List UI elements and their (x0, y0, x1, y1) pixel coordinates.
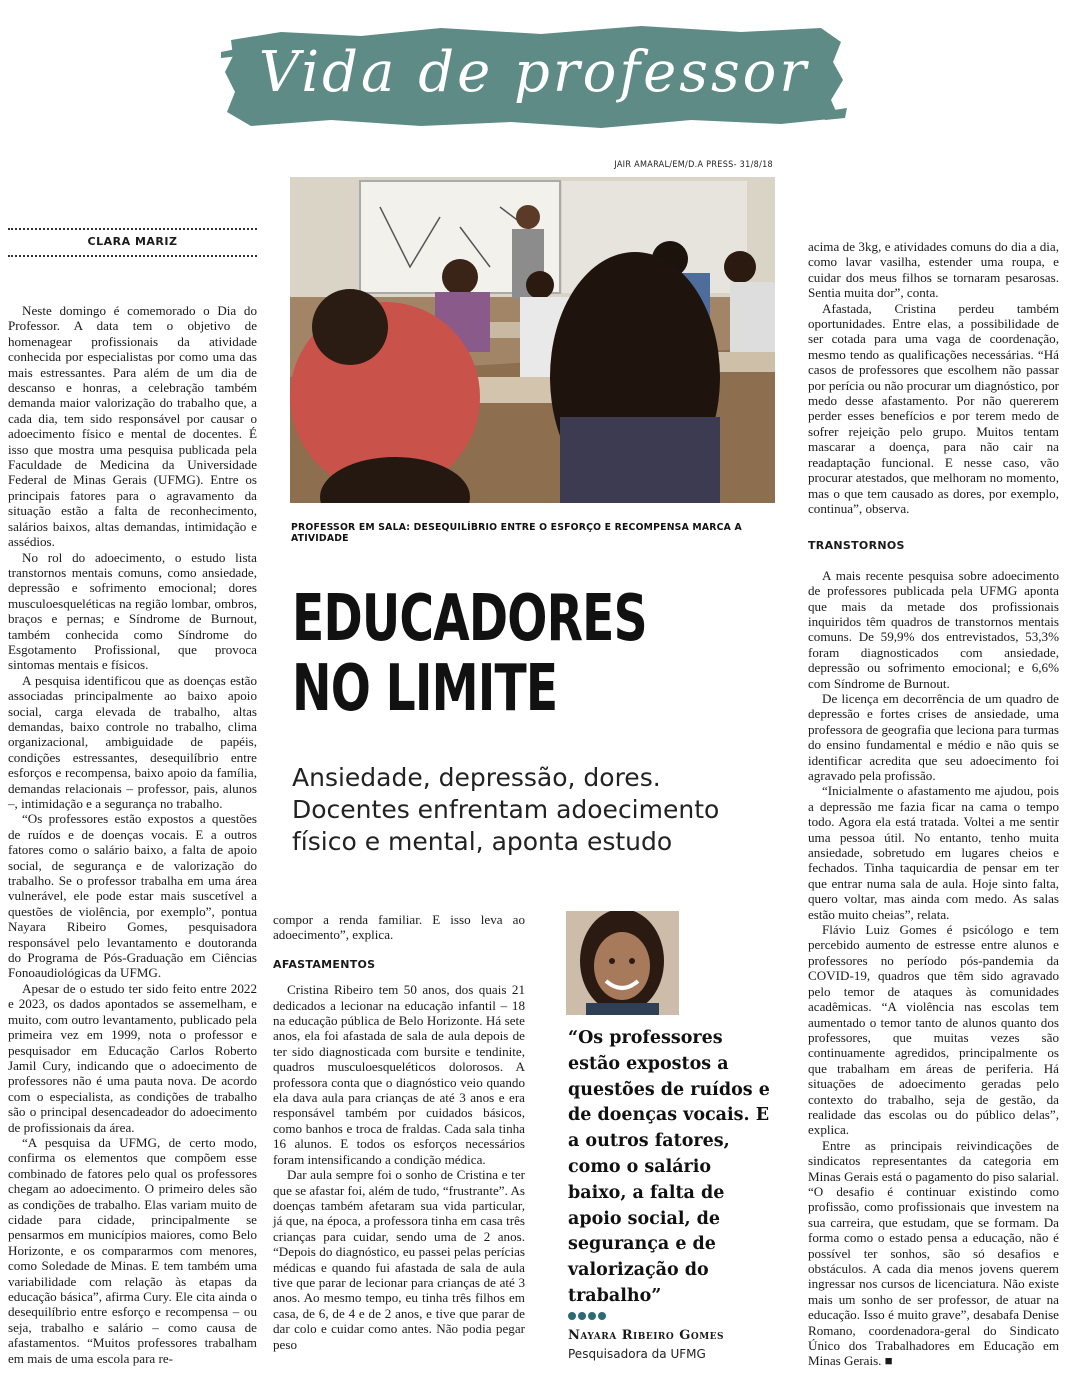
quote-dots (568, 1312, 606, 1320)
dot-icon (598, 1312, 606, 1320)
paragraph: Entre as principais reivindicações de sindicatos representantes da categoria em Minas Gerais está o pagamento do piso salarial. “O desafio é continuar existindo como profissão, como profissionais que investem na sua carreira, que estudam, que se formam. Da forma como o estado pensa a educação, não é possível ter sonhos, são só desafios e obstáculos. A cada dia menos jovens querem ingressar nos cursos de licenciatura. Não existe mais um sonho de ser professor, de atuar na educação. Isso é muito grave”, desabafa Denise Romano, coordenadora-geral do Sindicato Único dos Trabalhadores em Educação em Minas Gerais. ■ (808, 1137, 1059, 1369)
paragraph: Cristina Ribeiro tem 50 anos, dos quais 21 dedicados a lecionar na educação infantil – 18 na educação pública de Belo Horizonte. Há sete anos, ela foi afastada de sala de aula depois de ter sido diagnosticada com bursite e tendinite, quadros musculoesqueléticos dolorosos. A professora conta que o diagnóstico veio quando ela dava aula para crianças de até 3 anos e era responsável também por cuidados básicos, como banhos e troca de fraldas. Cada sala tinha 16 alunos. E todos os esforços necessários foram intensificando a condição médica. (273, 982, 525, 1167)
paragraph: Afastada, Cristina perdeu também oportunidades. Entre elas, a possibilidade de ser cotada para uma vaga de coordenação, mesmo tendo as qualificações necessárias. “Há casos de professores que escolhem não passar por perícia ou não procurar um diagnóstico, por medo desse afastamento. Por não quererem perder esses benefícios e por terem medo de sofrer rejeição pelo grupo. Muitos tentam mascarar a doença, para não cair na readaptação funcional. E nesse caso, vão procurar atestados, que melhoram no momento, mas o que tem causado as dores, por exemplo, continua”, observa. (808, 300, 1059, 516)
section-heading-transtornos: TRANSTORNOS (808, 539, 905, 553)
article-column-right (808, 239, 1059, 1369)
banner-title: Vida de professor (258, 40, 810, 105)
paragraph: “A pesquisa da UFMG, de certo modo, confirma os elementos que compõem esse combinado de fatores pelo qual os professores chegam ao adoecimento. O primeiro deles são as condições de trabalho. Elas variam muito de cidade para cidade, principalmente se pensarmos em municípios maiores, como Belo Horizonte, e os compararmos com menores, como Soledade de Minas. E tem também uma variabilidade com relação às etapas da educação básica”, afirma Cury. Ele cita ainda o desequilíbrio entre esforço e recompensa – ou seja, trabalho e salário – como causa de afastamentos. “Muitos professores trabalham em mais de uma escola para re- (8, 1134, 257, 1366)
paragraph: “Inicialmente o afastamento me ajudou, pois a depressão me fazia ficar na cama o tempo todo. Agora ela está tratada. Voltei a me sentir uma pessoa útil. No entanto, tenho muita ansiedade, sobretudo em lugares cheios e fechados. Tinha taquicardia de pensar em ter que entrar numa sala de aula. Hoje sinto falta, quero voltar, mas ainda com medo. As salas estão muito cheias”, relata. (808, 783, 1059, 922)
paragraph: A pesquisa identificou que as doenças estão associadas principalmente ao baixo apoio social, carga elevada de trabalho, altas demandas, baixo controle no trabalho, clima organizacional, ambiguidade de papéis, condições estressantes, desequilíbrio entre esforços e recompensa, baixo apoio da família, demandas relacionais – professor, pais, alunos –, intimidação e a segurança no trabalho. (8, 672, 257, 811)
paragraph-continuation: compor a renda familiar. E isso leva ao adoecimento”, explica. (273, 912, 525, 943)
paragraph: Apesar de o estudo ter sido feito entre 2022 e 2023, os dados apontados se assemelham, e muito, com outro levantamento, publicado pela primeira vez em 1999, nota o professor e pesquisador em Educação Carlos Roberto Jamil Cury, indicando que o adoecimento de professores não é uma pauta nova. De acordo com o especialista, as condições de trabalho são o principal desencadeador do adoecimento de profissionais da área. (8, 980, 257, 1135)
article-column-left (8, 303, 257, 1366)
classroom-photo (290, 177, 775, 503)
byline-rule-top (8, 228, 257, 230)
section-banner (221, 22, 847, 132)
photo-caption: PROFESSOR EM SALA: DESEQUILÍBRIO ENTRE O ESFORÇO E RECOMPENSA MARCA A ATIVIDADE (291, 522, 742, 544)
paragraph: A mais recente pesquisa sobre adoecimento de professores publicada pela UFMG aponta que mais da metade dos profissionais inquiridos têm quadros de transtornos mentais comuns. De 59,9% dos entrevistados, 53,3% foram diagnosticados com ansiedade, depressão ou sofrimento emocional; e 6,6% com Síndrome de Burnout. (808, 567, 1059, 691)
paragraph: Dar aula sempre foi o sonho de Cristina e ter que se afastar foi, além de tudo, “frustrante”. As doenças também afetaram sua vida particular, já que, na época, a professora tinha em casa três crianças para cuidar, sendo uma de 2 anos. “Depois do diagnóstico, eu passei pelas perícias médicas e quando fui afastada de sala de aula tive que parar de lecionar para crianças de até 3 anos. Ao mesmo tempo, eu tinha três filhos em casa, de 6, de 4 e de 2 anos, e tive que parar de dar colo e cuidar como antes. Não podia pegar peso (273, 1167, 525, 1352)
dot-icon (578, 1312, 586, 1320)
pull-quote: “Os professores estão expostos a questões de ruídos e de doenças vocais. E a outros fatores, como o salário baixo, a falta de apoio social, de segurança e de valorização do trabalho” (568, 1028, 770, 1306)
paragraph-continuation: acima de 3kg, e atividades comuns do dia a dia, como lavar vasilha, estender uma roupa, e cuidar dos meus filhos se tornaram pesarosas. Sentia muita dor”, conta. (808, 239, 1059, 301)
headline-line-2: NO LIMITE (292, 652, 558, 726)
byline-rule-bottom (8, 255, 257, 257)
paragraph: Neste domingo é comemorado o Dia do Professor. A data tem o objetivo de homenagear profissionais da atividade conhecida por especialistas por como uma das mais estressantes. Para além de um dia de descanso e honras, a celebração também demanda maior valorização do trabalho que, a cada dia, tem sido responsável por causar o adoecimento físico e mental de docentes. É isso que mostra uma pesquisa publicada pela Faculdade de Medicina da Universidade Federal de Minas Gerais (UFMG). Entre os principais fatores para o agravamento da situação estão a falta de reconhecimento, salários baixos, altas demandas, intimidação e assédios. (8, 303, 257, 550)
quote-author-role: Pesquisadora da UFMG (568, 1347, 706, 1361)
portrait-photo (566, 911, 679, 1015)
article-column-middle (273, 912, 525, 1352)
quote-author-name: Nayara Ribeiro Gomes (568, 1328, 725, 1343)
portrait-illustration (566, 911, 679, 1015)
headline-line-1: EDUCADORES (292, 582, 647, 656)
paragraph: No rol do adoecimento, o estudo lista transtornos mentais comuns, como ansiedade, depressão e sofrimento emocional; dores musculoesqueléticas na região lombar, ombros, braços e pernas; e Síndrome de Burnout, também conhecida como Síndrome do Esgotamento Profissional, que provoca sintomas mentais e físicos. (8, 549, 257, 673)
subheadline: Ansiedade, depressão, dores. Docentes enfrentam adoecimento físico e mental, aponta estudo (292, 763, 720, 856)
paragraph: Flávio Luiz Gomes é psicólogo e tem percebido aumento de estresse entre alunos e professores no período pós-pandemia da COVID-19, quadros que têm sido agravado pelo temor de ataques às comunidades acadêmicas. “A violência nas escolas tem aumentado o temor tanto de alunos quanto dos professores, que muitas vezes são continuamente agredidos, principalmente os que trabalham em áreas de periferia. Há situações de adoecimento geradas pelo contexto do trabalho, seja de gestão, da realidade das escolas ou do público delas”, explica. (808, 922, 1059, 1138)
byline: CLARA MARIZ (87, 235, 178, 248)
headline (292, 584, 686, 724)
paragraph: “Os professores estão expostos a questões de ruídos e de doenças vocais. E a outros fatores como o salário baixo, a falta de apoio social, de segurança e de valorização do trabalho. Se o professor trabalha em uma área vulnerável, ele pode estar mais suscetível a questões de violência, por exemplo”, pontua Nayara Ribeiro Gomes, pesquisadora responsável pelo levantamento e doutoranda do Programa de Pós-Graduação em Ciências Fonoaudiológicas da UFMG. (8, 811, 257, 981)
dot-icon (568, 1312, 576, 1320)
dot-icon (588, 1312, 596, 1320)
section-heading-afastamentos: AFASTAMENTOS (273, 957, 376, 971)
classroom-illustration (290, 177, 775, 503)
paragraph: De licença em decorrência de um quadro de depressão e fortes crises de ansiedade, uma professora de geografia que leciona para turmas do ensino fundamental e médio e não quis se identificar acredita que seu adoecimento foi agravado pela profissão. (808, 690, 1059, 783)
photo-credit: JAIR AMARAL/EM/D.A PRESS- 31/8/18 (614, 160, 773, 170)
